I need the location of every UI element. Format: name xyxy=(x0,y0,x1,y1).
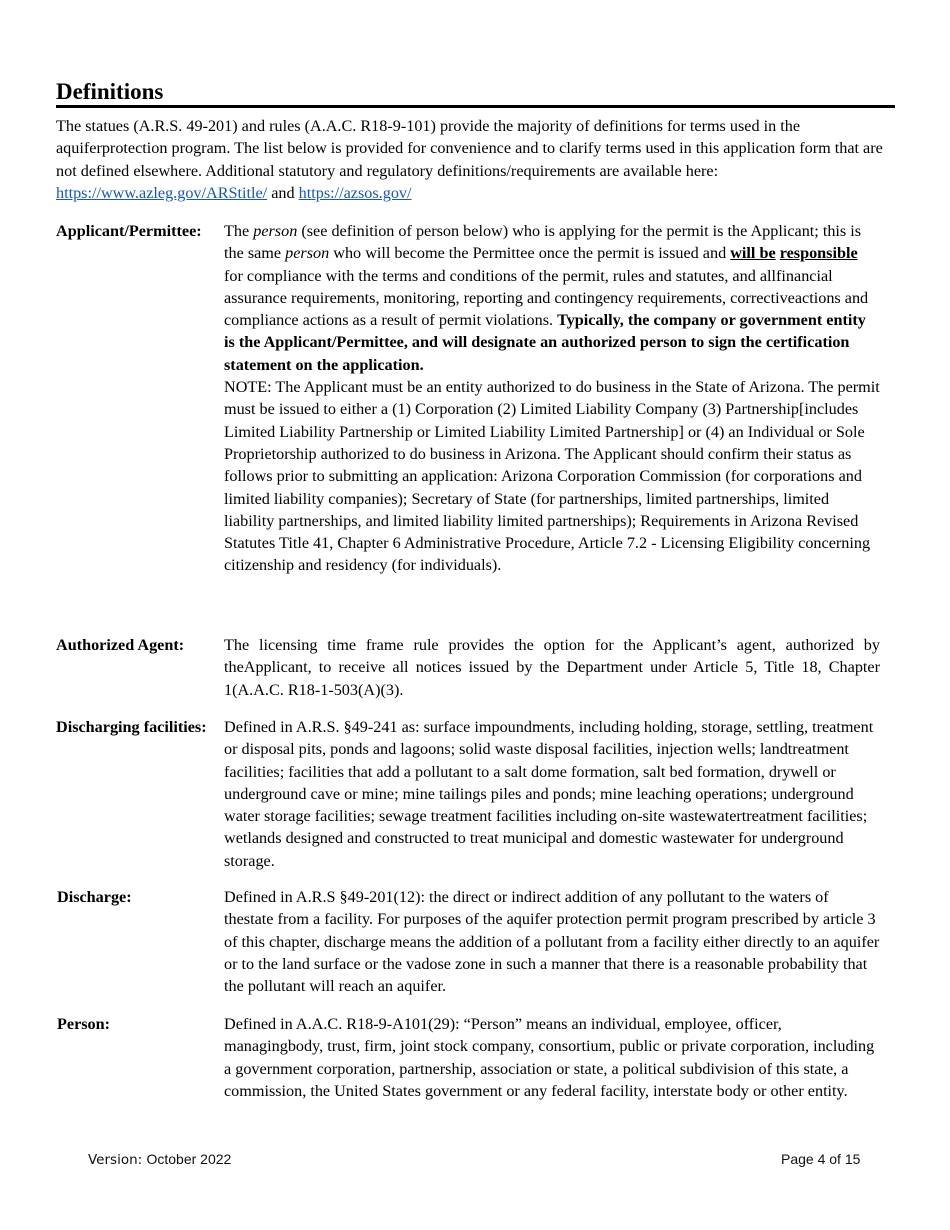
term-label: Applicant/Permittee: xyxy=(56,222,202,240)
bold-statement: Typically, the company or government entity is the Applicant/Permittee, and will designate an authorized person to sign the certification statement on the application. xyxy=(224,311,866,374)
text-run: The xyxy=(224,222,254,240)
definition-text: Defined in A.R.S §49-201(12): the direct or indirect addition of any pollutant to the waters of thestate from a facility. For purposes of the aquifer protection permit program prescribed by article 3 of this chapter, discharge means the addition of a pollutant from a facility either directly to an aquifer or to the land surface or the vadose zone in such a manner that there is a reasonable probability that the pollutant will reach an aquifer. xyxy=(224,888,880,996)
bold-underline-responsible: responsible xyxy=(779,244,858,263)
term-label: Discharging facilities: xyxy=(56,718,207,736)
version-label: Version: xyxy=(88,1152,147,1168)
footer-version xyxy=(88,1151,231,1168)
intro-text: The statues (A.R.S. 49-201) and rules (A.A.C. R18-9-101) provide the majority of definitions for terms used in the aquiferprotection program. The list below is provided for convenience and to clarify terms used in this application form that are not defined elsewhere. Additional statutory and regulatory definitions/requirements are available here: xyxy=(56,117,883,180)
definition-text: Defined in A.R.S. §49-241 as: surface impoundments, including holding, storage, settling, treatment or disposal pits, ponds and lagoons; solid waste disposal facilities, injection wells; landtreatment facilities; facilities that add a pollutant to a salt dome formation, salt bed formation, drywell or underground cave or mine; mine tailings piles and ponds; mine leaching operations; underground water storage facilities; sewage treatment facilities including on-site wastewatertreatment facilities; wetlands designed and constructed to treat municipal and domestic wastewater for underground storage. xyxy=(224,718,874,870)
term-label: Person: xyxy=(57,1015,111,1033)
text-run: for compliance with the terms and conditions of the permit, rules and statutes, and allfinancial assurance requirements, monitoring, reporting and contingency requirements, correctiveactions and compliance actions as a result of permit violations. xyxy=(224,266,869,330)
version-date: October 2022 xyxy=(146,1151,232,1167)
italic-person: person xyxy=(253,222,298,240)
applicant-paragraph xyxy=(224,220,880,376)
text-run: (see definition of person below) who is applying for the permit is the Applicant; this is the same xyxy=(224,222,862,263)
azleg-link[interactable]: https://www.azleg.gov/ARStitle/ xyxy=(56,183,268,202)
term-label: Discharge: xyxy=(57,888,132,906)
azsos-link[interactable]: https://azsos.gov/ xyxy=(298,183,412,202)
bold-underline-will-be: will be xyxy=(730,244,776,263)
text-run: who will become the Permittee once the permit is issued and xyxy=(329,244,731,263)
applicant-note: NOTE: The Applicant must be an entity authorized to do business in the State of Arizona. The permit must be issued to either a (1) Corporation (2) Limited Liability Company (3) Partnership[includes Limited Liability Partnership or Limited Liability Limited Partnership] or (4) an Individual or Sole Proprietorship authorized to do business in Arizona. The Applicant should confirm their status as follows prior to submitting an application: Arizona Corporation Commission (for corporations and limited liability companies); Secretary of State (for partnerships, limited partnerships, limited liability partnerships, and limited liability limited partnerships); Requirements in Arizona Revised Statutes Title 41, Chapter 6 Administrative Procedure, Article 7.2 - Licensing Eligibility concerning citizenship and residency (for individuals). xyxy=(224,378,880,575)
intro-conjunction: and xyxy=(267,183,299,202)
definition-text: The licensing time frame rule provides the option for the Applicant’s agent, authorized by theApplicant, to receive all notices issued by the Department under Article 5, Title 18, Chapter 1(A.A.C. R18-1-503(A)(3). xyxy=(224,636,880,699)
definition-text xyxy=(224,220,880,577)
definition-text: Defined in A.A.C. R18-9-A101(29): “Person” means an individual, employee, officer, managingbody, trust, firm, joint stock company, consortium, public or private corporation, including a government corporation, partnership, association or state, a political subdivision of this state, a commission, the United States government or any federal facility, interstate body or other entity. xyxy=(224,1015,875,1100)
page-title: Definitions xyxy=(56,78,895,108)
italic-person: person xyxy=(285,244,330,263)
term-label: Authorized Agent: xyxy=(56,636,185,654)
footer-page-number: Page 4 of 15 xyxy=(781,1151,861,1167)
intro-paragraph xyxy=(56,115,886,204)
